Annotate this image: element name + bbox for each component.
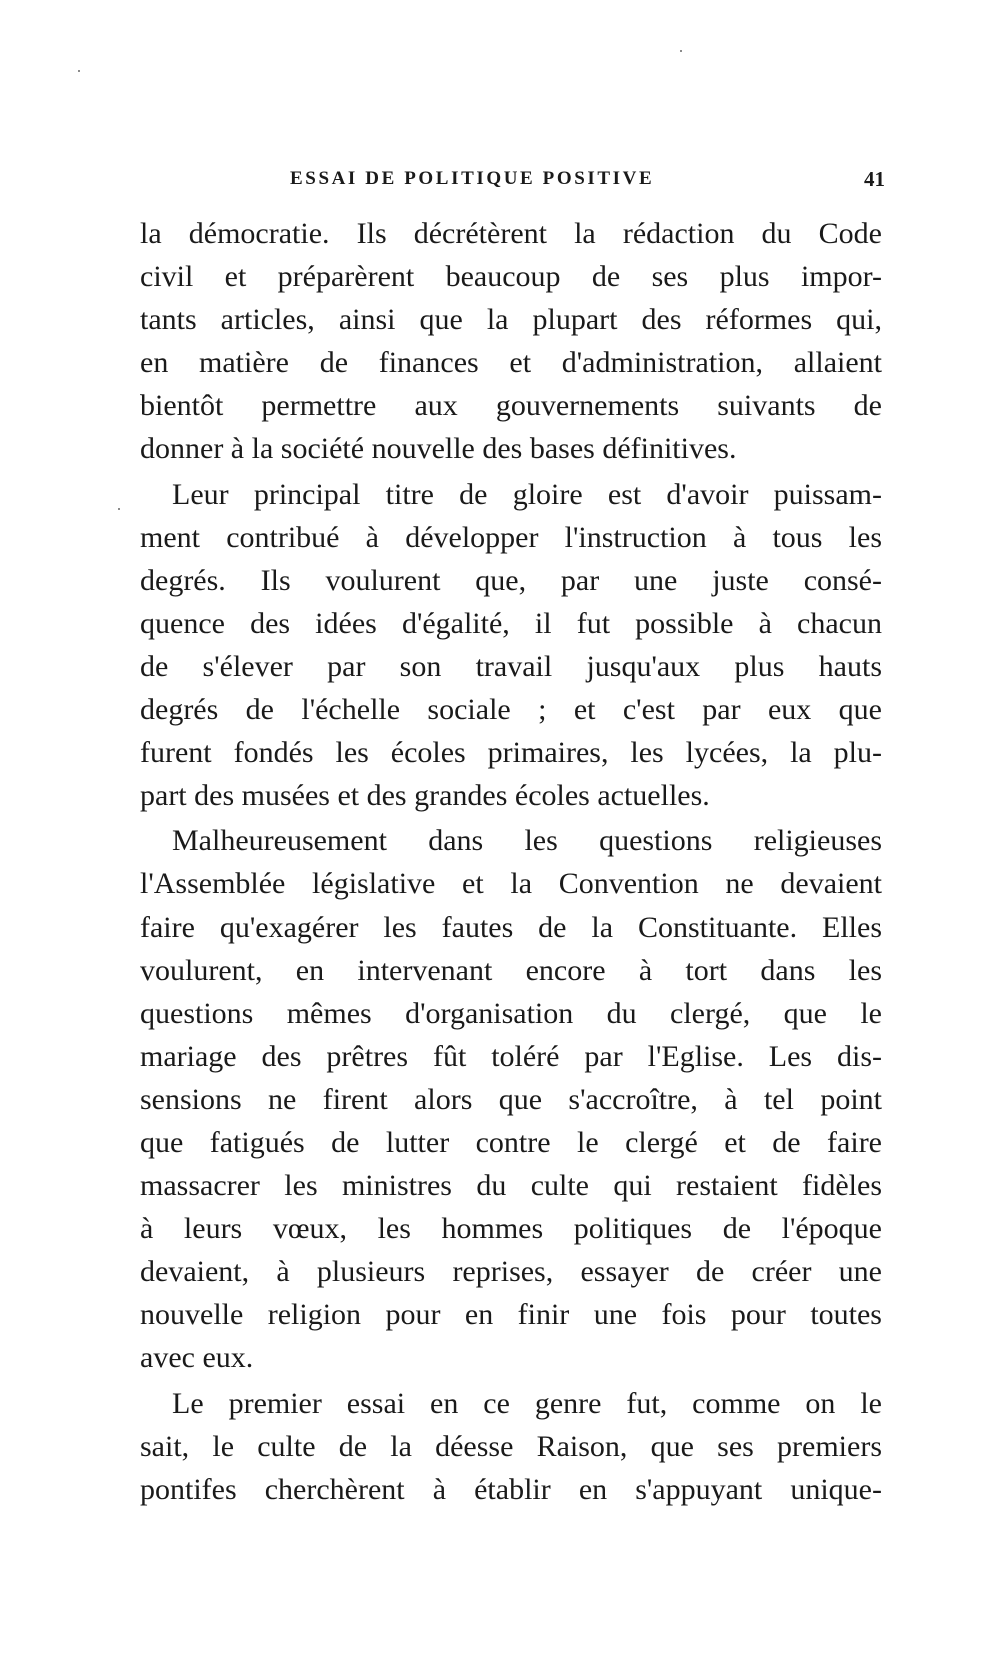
text-line: questions mêmes d'organisation du clergé, que le — [140, 996, 882, 1030]
scan-speck — [118, 508, 120, 510]
paragraph-4 — [140, 1382, 882, 1511]
text-line: degrés de l'échelle sociale ; et c'est par eux que — [140, 693, 882, 727]
text-line: l'Assemblée législative et la Convention ne devaient — [140, 867, 882, 901]
text-line: degrés. Ils voulurent que, par une juste consé- — [140, 563, 882, 597]
body-text — [140, 212, 882, 1511]
text-line: quence des idées d'égalité, il fut possible à chacun — [140, 606, 882, 640]
text-line: pontifes cherchèrent à établir en s'appuyant unique- — [140, 1472, 882, 1506]
text-line: tants articles, ainsi que la plupart des réformes qui, — [140, 303, 882, 337]
scan-speck — [680, 50, 682, 52]
text-line: avec eux. — [140, 1341, 254, 1375]
text-line: bientôt permettre aux gouvernements suivants de — [140, 389, 882, 423]
text-line: faire qu'exagérer les fautes de la Constituante. Elles — [140, 910, 882, 944]
text-line: civil et préparèrent beaucoup de ses plus impor- — [140, 260, 882, 294]
text-line: que fatigués de lutter contre le clergé et de faire — [140, 1125, 882, 1159]
text-line: Leur principal titre de gloire est d'avoir puissam- — [172, 477, 882, 511]
text-line: mariage des prêtres fût toléré par l'Eglise. Les dis- — [140, 1039, 882, 1073]
text-line: de s'élever par son travail jusqu'aux plus hauts — [140, 649, 882, 683]
text-line: Malheureusement dans les questions religieuses — [172, 824, 882, 858]
text-line: Le premier essai en ce genre fut, comme on le — [172, 1386, 882, 1420]
running-head — [140, 168, 900, 198]
text-line: devaient, à plusieurs reprises, essayer de créer une — [140, 1255, 882, 1289]
text-line: sait, le culte de la déesse Raison, que ses premiers — [140, 1429, 882, 1463]
running-title: ESSAI DE POLITIQUE POSITIVE — [290, 168, 655, 189]
text-line: nouvelle religion pour en finir une fois pour toutes — [140, 1298, 882, 1332]
text-line: voulurent, en intervenant encore à tort dans les — [140, 953, 882, 987]
page-number: 41 — [864, 167, 885, 191]
text-line: en matière de finances et d'administration, allaient — [140, 346, 882, 380]
text-line: la démocratie. Ils décrétèrent la rédaction du Code — [140, 217, 882, 250]
text-line: à leurs vœux, les hommes politiques de l'époque — [140, 1212, 882, 1246]
scan-speck — [78, 70, 80, 72]
text-line: ment contribué à développer l'instruction à tous les — [140, 520, 882, 554]
paragraph-1 — [140, 212, 882, 471]
text-line: furent fondés les écoles primaires, les lycées, la plu- — [140, 736, 882, 770]
text-line: massacrer les ministres du culte qui restaient fidèles — [140, 1169, 882, 1203]
text-line: donner à la société nouvelle des bases définitives. — [140, 432, 737, 466]
text-line: part des musées et des grandes écoles actuelles. — [140, 779, 710, 813]
text-line: sensions ne firent alors que s'accroître, à tel point — [140, 1082, 882, 1116]
paragraph-3 — [140, 819, 882, 1379]
paragraph-2 — [140, 473, 882, 818]
